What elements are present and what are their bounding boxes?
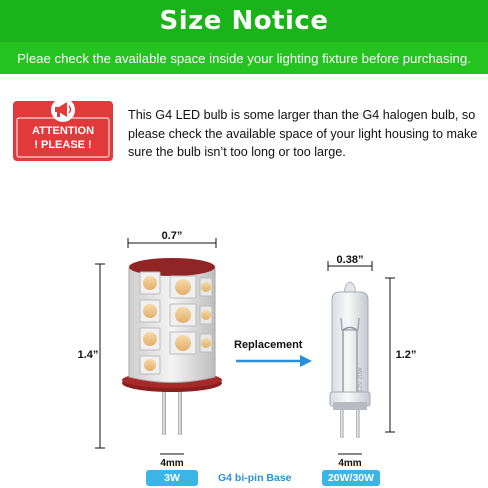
led-wattage-badge: 3W: [146, 470, 198, 486]
attention-line-2: ! PLEASE !: [34, 139, 92, 151]
halogen-width-label: 0.38”: [336, 254, 364, 266]
page-title: Size Notice: [159, 6, 329, 36]
halogen-height-dimension: [385, 278, 395, 432]
arrow-right-icon: [236, 355, 312, 367]
led-height-label: 1.4”: [77, 349, 99, 361]
halogen-wattage-badge: 20W/30W: [322, 470, 380, 486]
led-pin-label: 4mm: [160, 458, 184, 469]
halogen-height-label: 1.2”: [395, 349, 417, 361]
replacement-label: Replacement: [234, 339, 303, 351]
base-type-label: G4 bi-pin Base: [218, 472, 292, 484]
led-width-label: 0.7”: [161, 230, 183, 242]
halogen-bulb-image: [330, 282, 370, 438]
notice-text: This G4 LED bulb is some larger than the G4 halogen bulb, so please check the available space of your light housing to make sure the bulb isn’t too long or too large.: [128, 108, 478, 159]
attention-line-1: ATTENTION: [31, 125, 95, 137]
halogen-print-text: 12V 20W: [358, 367, 364, 392]
led-bulb-image: [122, 258, 222, 435]
subheader-text: Pleae check the available space inside your lighting fixture before purchasing.: [17, 50, 471, 66]
halogen-pin-label: 4mm: [338, 458, 362, 469]
